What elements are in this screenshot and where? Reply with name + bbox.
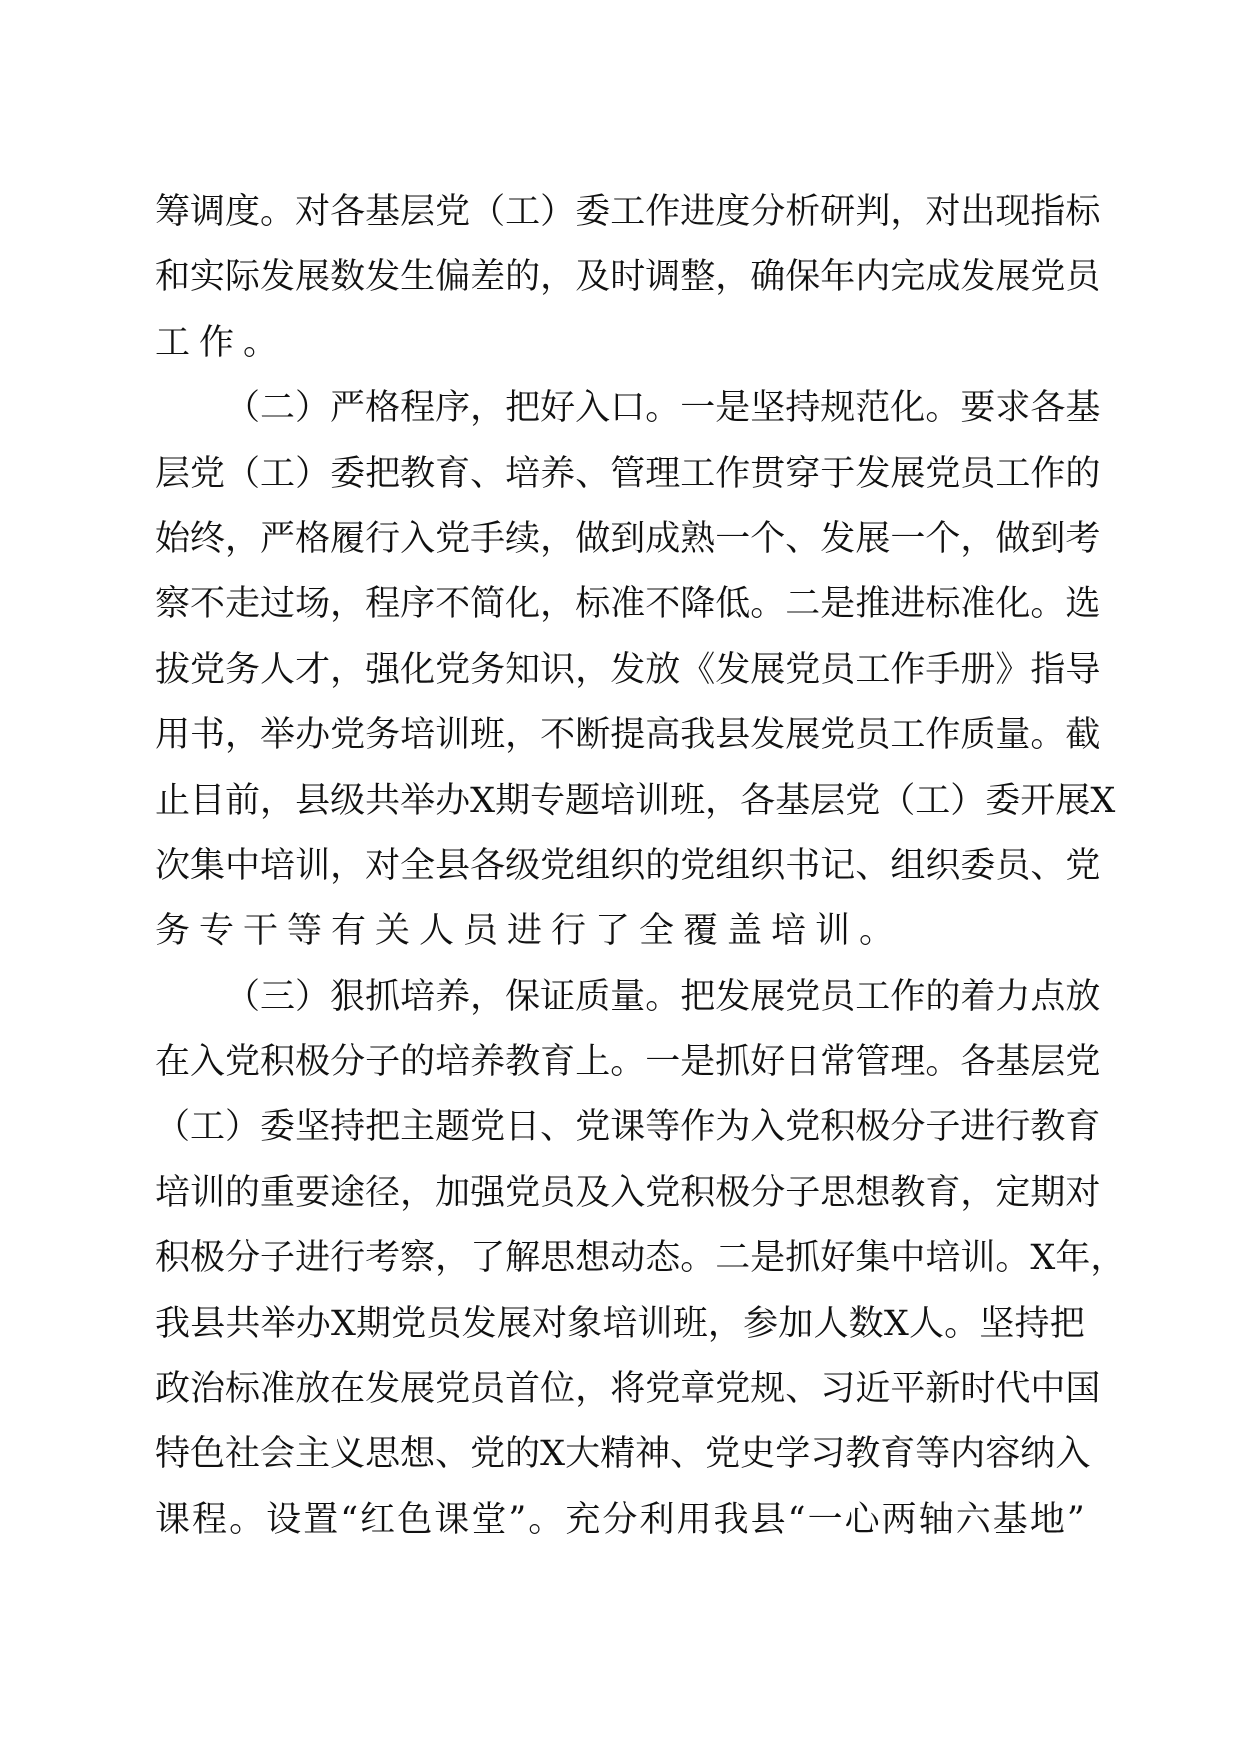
text-line: 特 色 社 会 主 义 思 想 、 党 的 X 大 精 神 、 党 史 学 习 教 育 等 内 容 纳 入 xyxy=(155,1434,1091,1475)
text-line: 积 极 分 子 进 行 考 察 ， 了 解 思 想 动 态 。 二 是 抓 好 集 中 培 训 。 X 年 ， xyxy=(155,1238,1126,1279)
text-line: 和 实 际 发 展 数 发 生 偏 差 的 ， 及 时 调 整 ， 确 保 年 内 完 成 发 展 党 员 xyxy=(155,257,1101,298)
text-line: 课 程 。 设 置 “ 红 色 课 堂 ” 。 充 分 利 用 我 县 “ 一 心 两 轴 六 基 地 ” xyxy=(155,1499,1085,1540)
text-line: 工作。 xyxy=(155,322,288,363)
body-text xyxy=(155,180,1126,1553)
text-line: 务专干等有关人员进行了全覆盖培训。 xyxy=(155,911,904,952)
text-line: （ 三 ） 狠 抓 培 养 ， 保 证 质 量 。 把 发 展 党 员 工 作 的 着 力 点 放 xyxy=(225,976,1101,1017)
text-line: 层 党 （ 工 ） 委 把 教 育 、 培 养 、 管 理 工 作 贯 穿 于 发 展 党 员 工 作 的 xyxy=(155,453,1101,494)
text-line: 我 县 共 举 办 X 期 党 员 发 展 对 象 培 训 班 ， 参 加 人 数 X 人 。 坚 持 把 xyxy=(155,1303,1085,1344)
text-line: 培 训 的 重 要 途 径 ， 加 强 党 员 及 入 党 积 极 分 子 思 想 教 育 ， 定 期 对 xyxy=(155,1172,1101,1213)
text-line: 次 集 中 培 训 ， 对 全 县 各 级 党 组 织 的 党 组 织 书 记 、 组 织 委 员 、 党 xyxy=(155,845,1101,886)
text-line: 止 目 前 ， 县 级 共 举 办 X 期 专 题 培 训 班 ， 各 基 层 党 （ 工 ） 委 开 展 X xyxy=(155,780,1116,821)
text-line: 察 不 走 过 场 ， 程 序 不 简 化 ， 标 准 不 降 低 。 二 是 推 进 标 准 化 。 选 xyxy=(155,584,1101,625)
text-line: 在 入 党 积 极 分 子 的 培 养 教 育 上 。 一 是 抓 好 日 常 管 理 。 各 基 层 党 xyxy=(155,1042,1101,1083)
text-line: 政 治 标 准 放 在 发 展 党 员 首 位 ， 将 党 章 党 规 、 习 近 平 新 时 代 中 国 xyxy=(155,1369,1101,1410)
text-line: 筹 调 度 。 对 各 基 层 党 （ 工 ） 委 工 作 进 度 分 析 研 判 ， 对 出 现 指 标 xyxy=(155,192,1101,232)
text-line: 用 书 ， 举 办 党 务 培 训 班 ， 不 断 提 高 我 县 发 展 党 员 工 作 质 量 。 截 xyxy=(155,715,1101,756)
text-line: 始 终 ， 严 格 履 行 入 党 手 续 ， 做 到 成 熟 一 个 、 发 展 一 个 ， 做 到 考 xyxy=(155,518,1101,559)
text-line: （ 工 ） 委 坚 持 把 主 题 党 日 、 党 课 等 作 为 入 党 积 极 分 子 进 行 教 育 xyxy=(155,1107,1101,1148)
text-line: 拔 党 务 人 才 ， 强 化 党 务 知 识 ， 发 放 《 发 展 党 员 工 作 手 册 》 指 导 xyxy=(155,649,1101,690)
text-line: （ 二 ） 严 格 程 序 ， 把 好 入 口 。 一 是 坚 持 规 范 化 。 要 求 各 基 xyxy=(225,388,1101,429)
